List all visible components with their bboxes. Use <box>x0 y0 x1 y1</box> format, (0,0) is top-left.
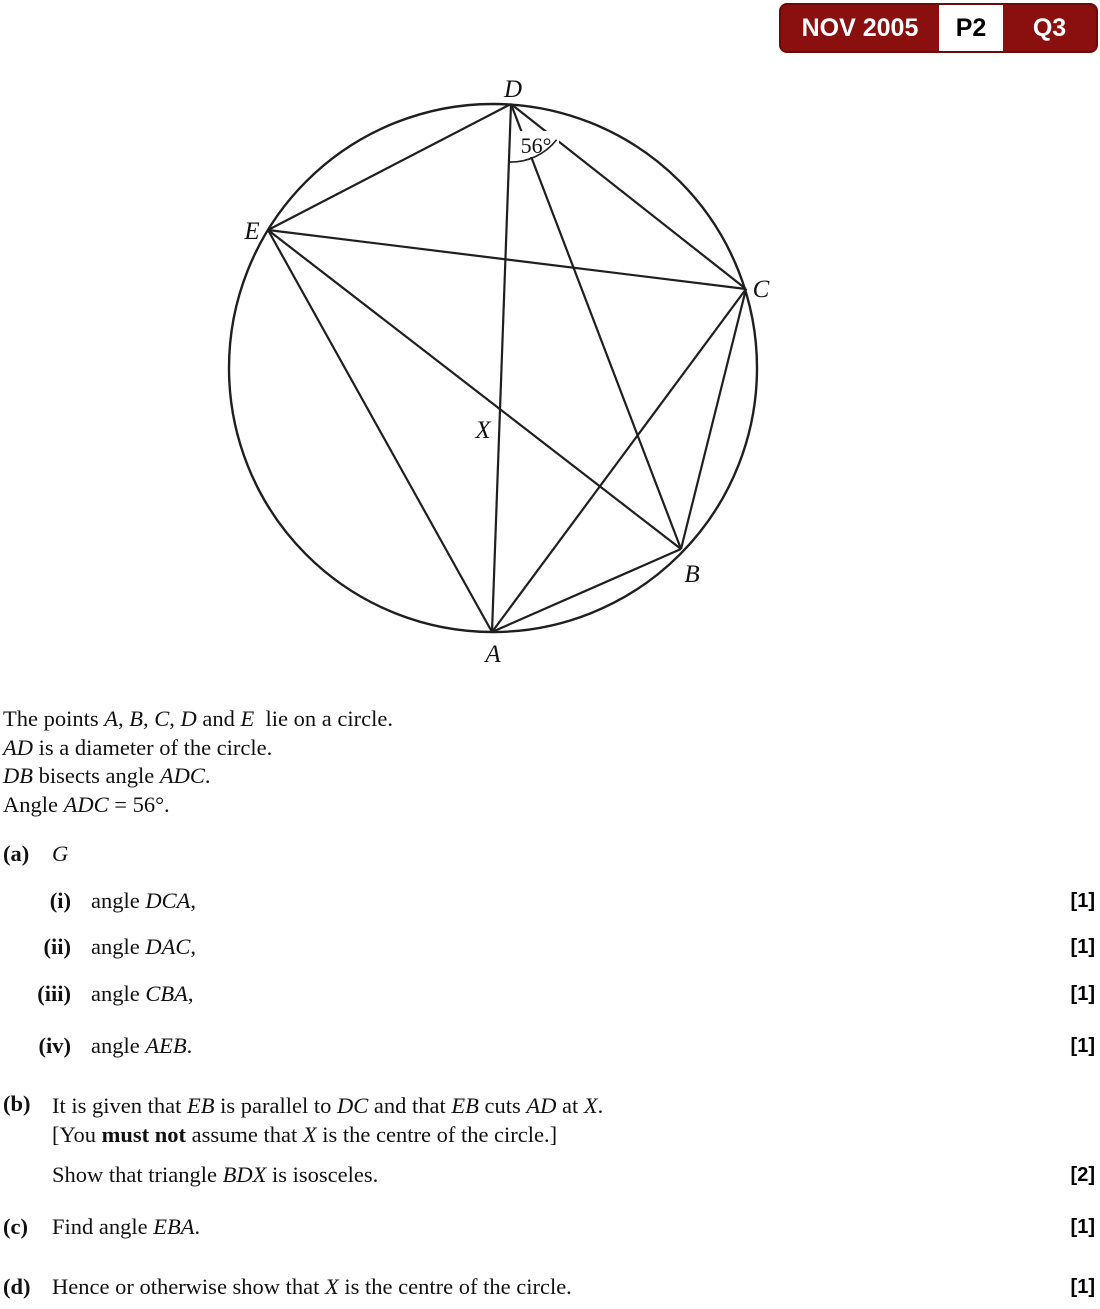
part-d-row <box>3 1274 1095 1306</box>
text-segment: EBA <box>153 1214 195 1239</box>
text-segment: BDX <box>222 1162 267 1187</box>
part-a-text <box>52 841 68 867</box>
text-segment: , <box>143 706 155 731</box>
text-segment: AEB <box>145 1033 187 1058</box>
text-segment: . <box>204 763 211 788</box>
chord-DA <box>492 104 511 632</box>
intro-line-4 <box>3 791 393 820</box>
text-segment: X <box>325 1274 339 1299</box>
badge-session: NOV 2005 <box>801 13 919 42</box>
part-c-text <box>52 1214 200 1240</box>
text-segment: , <box>118 706 130 731</box>
mark-badge: [1] <box>1070 936 1095 958</box>
part-b-line-1 <box>52 1091 603 1120</box>
text-segment: Angle <box>3 791 64 817</box>
item-text <box>91 1033 192 1059</box>
part-c-row <box>3 1214 1095 1246</box>
part-b-text <box>52 1091 603 1149</box>
intro-paragraph <box>3 705 393 819</box>
text-segment: [You <box>52 1122 102 1147</box>
circle-outline <box>229 104 757 632</box>
text-segment: AD <box>3 734 33 760</box>
part-b-show-row <box>3 1162 1095 1194</box>
text-segment: angle <box>91 1033 146 1058</box>
item-text <box>91 981 193 1007</box>
text-segment: , <box>190 888 196 913</box>
text-segment: and <box>196 706 241 731</box>
text-segment: lie on a circle. <box>254 706 393 731</box>
text-segment: Show that triangle <box>52 1162 223 1187</box>
chord-AB <box>492 549 681 632</box>
point-label-A: A <box>485 641 501 668</box>
item-number: (iv) <box>38 1033 71 1058</box>
text-segment: . <box>186 1033 193 1058</box>
mark-badge: [1] <box>1070 1216 1095 1238</box>
text-segment: CBA <box>145 981 188 1006</box>
mark-badge: [1] <box>1070 890 1095 912</box>
item-text <box>91 934 196 960</box>
text-segment: at <box>556 1093 584 1118</box>
angle-value-label: 56° <box>520 133 552 158</box>
text-segment: is the centre of the circle. <box>338 1274 572 1299</box>
part-a-item-iii <box>3 981 1095 1013</box>
text-segment: AD <box>526 1093 557 1118</box>
part-c-label: (c) <box>3 1214 28 1239</box>
mark-badge: [1] <box>1070 1035 1095 1057</box>
part-a-label: (a) <box>3 841 30 866</box>
text-segment: EB <box>451 1093 479 1118</box>
text-segment: DCA <box>145 888 191 913</box>
point-label-E: E <box>244 218 260 245</box>
text-segment: is parallel to <box>214 1093 337 1118</box>
part-a-item-ii <box>3 934 1095 966</box>
text-segment: The points <box>3 706 105 731</box>
chord-EA <box>268 230 492 632</box>
part-b-show-text <box>52 1162 378 1188</box>
text-segment: DC <box>336 1093 369 1118</box>
mark-badge: [1] <box>1070 983 1095 1005</box>
text-segment: G <box>52 841 69 866</box>
chord-AC <box>492 289 746 632</box>
text-segment: cuts <box>478 1093 527 1118</box>
text-segment: D <box>180 706 197 731</box>
intro-line-1 <box>3 705 393 734</box>
text-segment: , <box>190 934 196 959</box>
text-segment: angle <box>91 981 146 1006</box>
text-segment: is isosceles. <box>266 1162 379 1187</box>
text-segment: must not <box>101 1122 187 1147</box>
text-segment: bisects angle <box>33 763 160 788</box>
part-b-row <box>3 1091 1095 1153</box>
text-segment: = 56°. <box>108 791 170 817</box>
text-segment: B <box>129 706 143 731</box>
text-segment: is the centre of the circle.] <box>316 1122 558 1147</box>
point-label-X: X <box>475 417 491 444</box>
text-segment: ADC <box>159 763 205 788</box>
text-segment: ADC <box>63 791 109 817</box>
text-segment: Find angle <box>52 1214 154 1239</box>
text-segment: is a diameter of the circle. <box>33 734 273 760</box>
part-b-label: (b) <box>3 1091 31 1116</box>
chord-DE <box>268 104 511 230</box>
item-number: (i) <box>49 888 71 913</box>
text-segment: . <box>194 1214 201 1239</box>
intro-line-3 <box>3 762 393 791</box>
text-segment: E <box>240 706 255 731</box>
text-segment: and that <box>368 1093 452 1118</box>
text-segment: It is given that <box>52 1093 187 1118</box>
text-segment: X <box>583 1093 598 1118</box>
item-number: (iii) <box>37 981 71 1006</box>
text-segment: , <box>169 706 181 731</box>
mark-badge: [2] <box>1070 1164 1095 1186</box>
part-d-text <box>52 1274 572 1300</box>
text-segment: Hence or otherwise show that <box>52 1274 326 1299</box>
badge-paper: P2 <box>939 5 1003 51</box>
intro-line-2 <box>3 734 393 763</box>
point-label-C: C <box>752 276 770 303</box>
part-a-row <box>3 841 1095 873</box>
text-segment: C <box>154 706 170 731</box>
text-segment: assume that <box>186 1122 303 1147</box>
point-label-B: B <box>684 561 700 588</box>
chord-BC <box>681 289 746 549</box>
mark-badge: [1] <box>1070 1276 1095 1298</box>
part-a-item-iv <box>3 1033 1095 1065</box>
text-segment: angle <box>91 934 146 959</box>
text-segment: angle <box>91 888 146 913</box>
part-b-line-2 <box>52 1120 603 1149</box>
item-text <box>91 888 196 914</box>
text-segment: X <box>302 1122 317 1147</box>
badge-question-number: Q3 <box>1032 13 1067 42</box>
text-segment: . <box>597 1093 604 1118</box>
text-segment: , <box>187 981 194 1006</box>
text-segment: DB <box>3 763 33 788</box>
point-label-D: D <box>503 76 523 103</box>
part-a-item-i <box>3 888 1095 920</box>
text-segment: A <box>104 706 118 731</box>
part-d-label: (d) <box>3 1274 31 1299</box>
item-number: (ii) <box>43 934 71 959</box>
text-segment: DAC <box>145 934 191 959</box>
text-segment: EB <box>186 1093 215 1118</box>
